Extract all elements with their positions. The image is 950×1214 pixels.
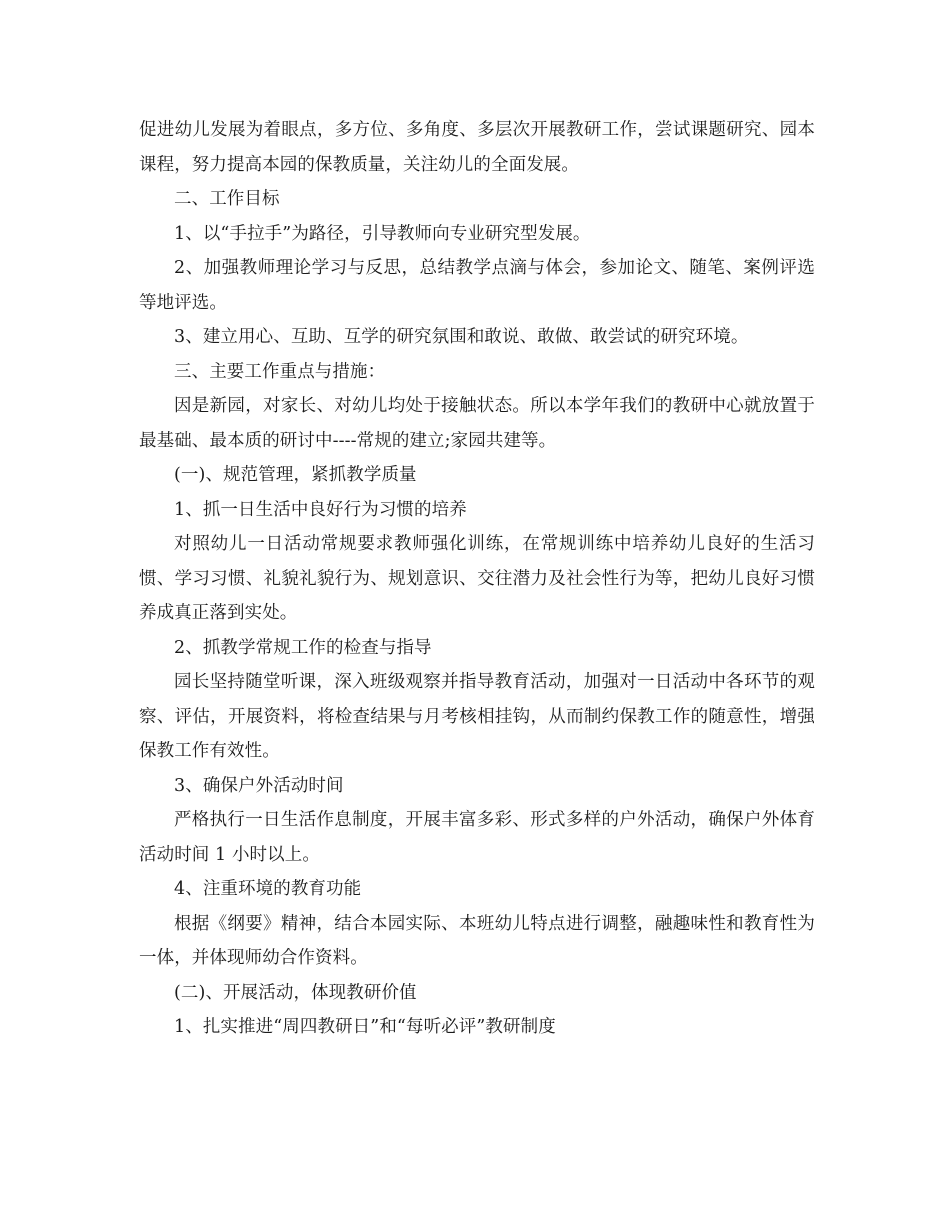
subheading-standard-management: (一)、规范管理，紧抓教学质量 <box>174 465 417 485</box>
subheading-activities: (二)、开展活动，体现教研价值 <box>174 982 417 1003</box>
measure-item-2-title: 2、抓教学常规工作的检查与指导 <box>174 637 432 658</box>
measure-item-1-body: 对照幼儿一日活动常规要求教师强化训练，在常规训练中培养幼儿良好的生活习惯、学习习惯、礼貌礼貌行为、规划意识、交往潜力及社会性行为等，把幼儿良好习惯养成真正落到实处。 <box>139 534 815 623</box>
goal-item-2: 2、加强教师理论学习与反思，总结教学点滴与体会，参加论文、随笔、案例评选等地评选。 <box>139 258 815 313</box>
activity-item-1-title: 1、扎实推进“周四教研日”和“每听必评”教研制度 <box>174 1017 556 1037</box>
heading-work-goals: 二、工作目标 <box>174 189 280 209</box>
document-body <box>139 113 815 1045</box>
paragraph-new-kindergarten: 因是新园，对家长、对幼儿均处于接触状态。所以本学年我们的教研中心就放置于最基础、最本质的研讨中----常规的建立;家园共建等。 <box>139 396 815 451</box>
goal-item-1: 1、以“手拉手”为路径，引导教师向专业研究型发展。 <box>174 223 591 244</box>
measure-item-4-body: 根据《纲要》精神，结合本园实际、本班幼儿特点进行调整，融趣味性和教育性为一体，并体现师幼合作资料。 <box>139 913 815 968</box>
measure-item-2-body: 园长坚持随堂听课，深入班级观察并指导教育活动，加强对一日活动中各环节的观察、评估，开展资料，将检查结果与月考核相挂钩，从而制约保教工作的随意性，增强保教工作有效性。 <box>139 672 815 761</box>
paragraph-intro-continued: 促进幼儿发展为着眼点，多方位、多角度、多层次开展教研工作，尝试课题研究、园本课程，努力提高本园的保教质量，关注幼儿的全面发展。 <box>139 120 815 175</box>
measure-item-3-body: 严格执行一日生活作息制度，开展丰富多彩、形式多样的户外活动，确保户外体育活动时间 1 小时以上。 <box>139 810 815 865</box>
goal-item-3: 3、建立用心、互助、互学的研究氛围和敢说、敢做、敢尝试的研究环境。 <box>174 327 749 347</box>
measure-item-3-title: 3、确保户外活动时间 <box>174 775 344 796</box>
measure-item-4-title: 4、注重环境的教育功能 <box>174 879 362 899</box>
heading-key-measures: 三、主要工作重点与措施： <box>174 361 386 382</box>
measure-item-1-title: 1、抓一日生活中良好行为习惯的培养 <box>174 499 467 520</box>
